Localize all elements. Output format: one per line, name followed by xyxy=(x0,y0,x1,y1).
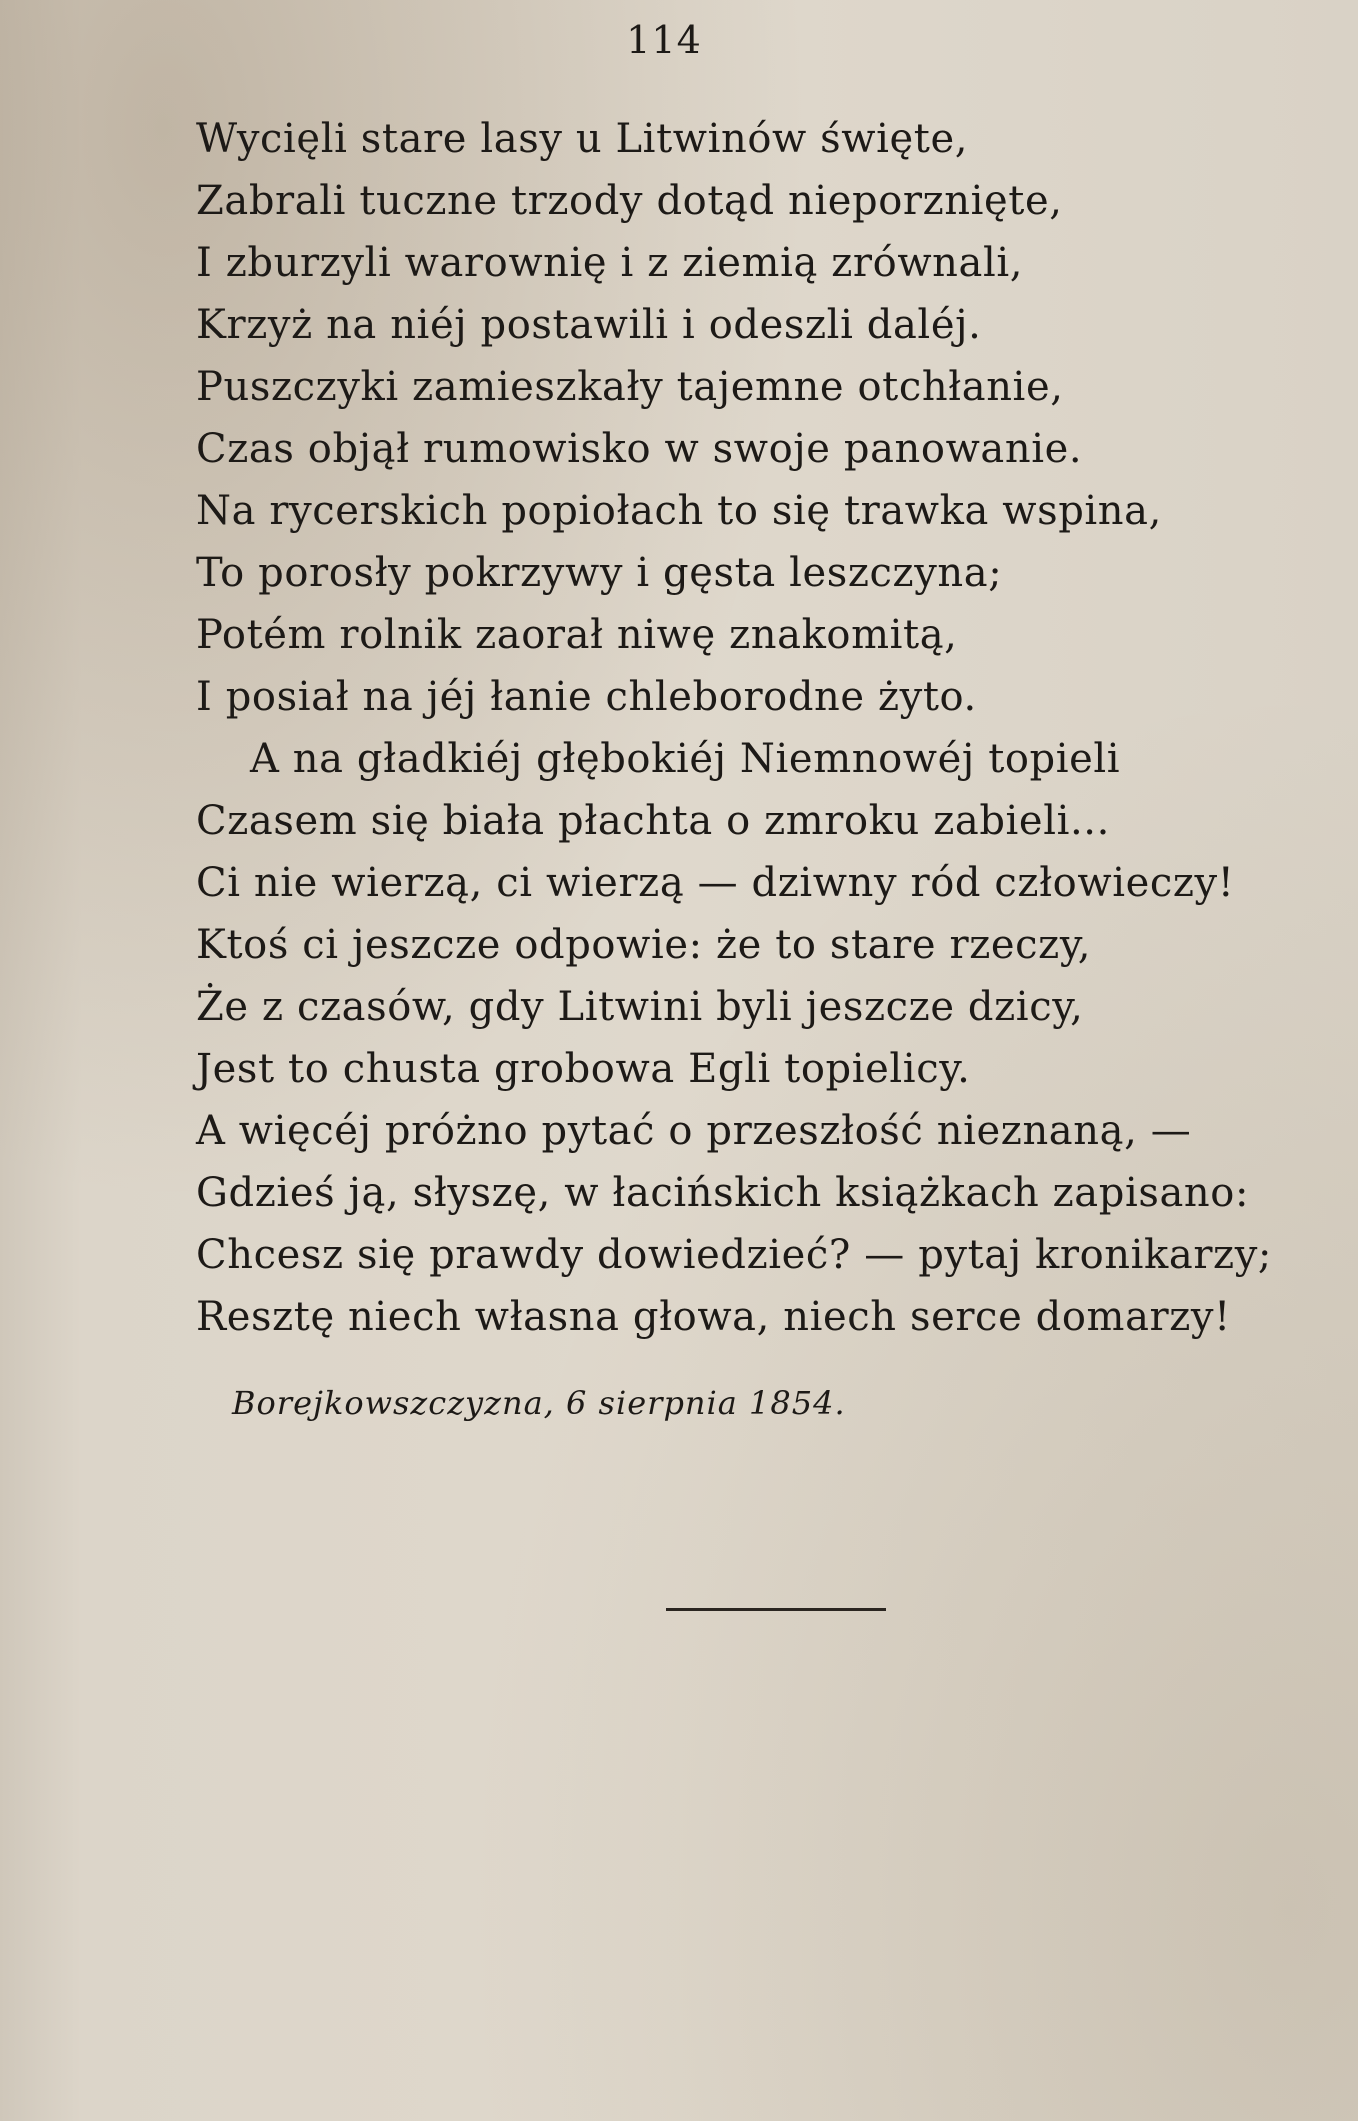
poem-line: Potém rolnik zaorał niwę znakomitą, xyxy=(196,612,958,658)
poem-line: Czas objął rumowisko w swoje panowanie. xyxy=(196,426,1083,472)
poem-line: Resztę niech własna głowa, niech serce domarzy! xyxy=(196,1294,1231,1340)
poem-line: Zabrali tuczne trzody dotąd nieporznięte, xyxy=(196,178,1063,224)
poem-line: Gdzieś ją, słyszę, w łacińskich książkach zapisano: xyxy=(196,1170,1250,1216)
poem-line: Wycięli stare lasy u Litwinów święte, xyxy=(196,116,969,162)
poem-line: Że z czasów, gdy Litwini byli jeszcze dzicy, xyxy=(196,984,1084,1030)
poem-line: Jest to chusta grobowa Egli topielicy. xyxy=(196,1046,971,1092)
poem-body xyxy=(196,108,1346,1348)
poem-line: I zburzyli warownię i z ziemią zrównali, xyxy=(196,240,1024,286)
poem-line: To porosły pokrzywy i gęsta leszczyna; xyxy=(196,550,1003,596)
poem-line: Na rycerskich popiołach to się trawka wspina, xyxy=(196,488,1162,534)
poem-line: Chcesz się prawdy dowiedzieć? — pytaj kronikarzy; xyxy=(196,1232,1273,1278)
poem-line: Krzyż na niéj postawili i odeszli daléj. xyxy=(196,302,982,348)
poem-line: A na gładkiéj głębokiéj Niemnowéj topieli xyxy=(250,736,1121,782)
poem-line: Ktoś ci jeszcze odpowie: że to stare rzeczy, xyxy=(196,922,1092,968)
poem-line: Ci nie wierzą, ci wierzą — dziwny ród człowieczy! xyxy=(196,860,1235,906)
closing-rule xyxy=(666,1608,886,1611)
poem-line: Czasem się biała płachta o zmroku zabieli... xyxy=(196,798,1110,844)
poem-line: I posiał na jéj łanie chleborodne żyto. xyxy=(196,674,977,720)
page-number: 114 xyxy=(626,18,702,62)
place-date-signature: Borejkowszczyzna, 6 sierpnia 1854. xyxy=(232,1384,846,1422)
poem-line: A więcéj próżno pytać o przeszłość nieznaną, — xyxy=(196,1108,1192,1154)
poem-line: Puszczyki zamieszkały tajemne otchłanie, xyxy=(196,364,1064,410)
